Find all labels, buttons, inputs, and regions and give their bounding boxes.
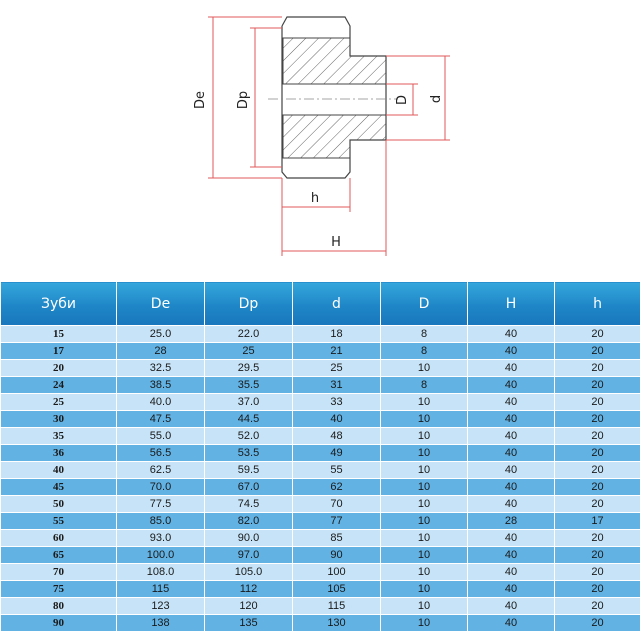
- table-cell: 49: [293, 445, 381, 462]
- table-cell: 10: [381, 462, 468, 479]
- gear-cross-section-drawing: [0, 0, 640, 280]
- table-cell: 138: [117, 615, 205, 632]
- table-cell: 10: [381, 581, 468, 598]
- table-row: [1, 598, 640, 615]
- table-row: [1, 428, 640, 445]
- table-cell: 38.5: [117, 377, 205, 394]
- table-cell: 120: [205, 598, 293, 615]
- table-cell: 36: [1, 445, 117, 462]
- table-cell: 112: [205, 581, 293, 598]
- table-row: [1, 462, 640, 479]
- table-cell: 85.0: [117, 513, 205, 530]
- label-De: De: [193, 90, 208, 110]
- table-cell: 21: [293, 343, 381, 360]
- table-cell: 20: [555, 547, 640, 564]
- table-cell: 90.0: [205, 530, 293, 547]
- table-cell: 10: [381, 496, 468, 513]
- table-cell: 45: [1, 479, 117, 496]
- label-H: H: [331, 235, 341, 250]
- table-body: [1, 326, 640, 632]
- label-h: h: [310, 191, 320, 206]
- table-cell: 22.0: [205, 326, 293, 343]
- table-cell: 20: [555, 615, 640, 632]
- table-cell: 115: [293, 598, 381, 615]
- column-header: Dp: [205, 282, 293, 326]
- table-cell: 28: [117, 343, 205, 360]
- table-cell: 40: [468, 445, 555, 462]
- column-header: D: [381, 282, 468, 326]
- table-cell: 135: [205, 615, 293, 632]
- table-cell: 30: [1, 411, 117, 428]
- table-cell: 35.5: [205, 377, 293, 394]
- table-row: [1, 394, 640, 411]
- table-cell: 115: [117, 581, 205, 598]
- table-cell: 40: [468, 343, 555, 360]
- table-cell: 53.5: [205, 445, 293, 462]
- column-header: De: [117, 282, 205, 326]
- table-cell: 40: [468, 598, 555, 615]
- table-cell: 25: [1, 394, 117, 411]
- column-header: Зуби: [1, 282, 117, 326]
- table-cell: 65: [1, 547, 117, 564]
- table-cell: 20: [555, 564, 640, 581]
- table-cell: 82.0: [205, 513, 293, 530]
- table-cell: 59.5: [205, 462, 293, 479]
- table-cell: 15: [1, 326, 117, 343]
- table-cell: 10: [381, 394, 468, 411]
- table-cell: 10: [381, 360, 468, 377]
- table-cell: 70: [293, 496, 381, 513]
- table-cell: 25: [205, 343, 293, 360]
- table-cell: 20: [1, 360, 117, 377]
- table-cell: 48: [293, 428, 381, 445]
- label-d: d: [429, 94, 444, 104]
- table-cell: 40: [468, 394, 555, 411]
- table-cell: 90: [1, 615, 117, 632]
- table-cell: 40: [468, 564, 555, 581]
- table-cell: 77: [293, 513, 381, 530]
- table-cell: 18: [293, 326, 381, 343]
- column-header: H: [468, 282, 555, 326]
- table-cell: 67.0: [205, 479, 293, 496]
- table-cell: 40: [468, 326, 555, 343]
- table-cell: 20: [555, 581, 640, 598]
- table-cell: 47.5: [117, 411, 205, 428]
- table-cell: 20: [555, 598, 640, 615]
- table-cell: 80: [1, 598, 117, 615]
- table-cell: 56.5: [117, 445, 205, 462]
- lower-hatched-section: [283, 115, 386, 158]
- table-cell: 105.0: [205, 564, 293, 581]
- table-header-row: [1, 282, 640, 326]
- table-cell: 20: [555, 445, 640, 462]
- table-cell: 10: [381, 547, 468, 564]
- table-cell: 37.0: [205, 394, 293, 411]
- table-cell: 40: [468, 615, 555, 632]
- table-cell: 8: [381, 326, 468, 343]
- table-cell: 33: [293, 394, 381, 411]
- table-cell: 40: [468, 547, 555, 564]
- table-cell: 55.0: [117, 428, 205, 445]
- table-cell: 10: [381, 513, 468, 530]
- table-cell: 62.5: [117, 462, 205, 479]
- table-cell: 10: [381, 564, 468, 581]
- label-Dp: Dp: [236, 90, 251, 110]
- column-header: d: [293, 282, 381, 326]
- table-row: [1, 377, 640, 394]
- table-cell: 17: [555, 513, 640, 530]
- table-cell: 32.5: [117, 360, 205, 377]
- table-cell: 70: [1, 564, 117, 581]
- table-cell: 24: [1, 377, 117, 394]
- table-cell: 50: [1, 496, 117, 513]
- table-cell: 40: [1, 462, 117, 479]
- table-cell: 40: [468, 530, 555, 547]
- table-row: [1, 343, 640, 360]
- table-cell: 40: [468, 479, 555, 496]
- table-cell: 10: [381, 598, 468, 615]
- table-cell: 31: [293, 377, 381, 394]
- gear-section-svg: [0, 0, 640, 280]
- table-cell: 20: [555, 428, 640, 445]
- gear-body: [268, 17, 398, 178]
- table-cell: 40: [293, 411, 381, 428]
- table-cell: 20: [555, 462, 640, 479]
- table-cell: 40: [468, 428, 555, 445]
- table-cell: 20: [555, 343, 640, 360]
- table-cell: 20: [555, 326, 640, 343]
- table-cell: 60: [1, 530, 117, 547]
- table-row: [1, 326, 640, 343]
- table-row: [1, 615, 640, 632]
- table-cell: 74.5: [205, 496, 293, 513]
- table-cell: 8: [381, 343, 468, 360]
- table-cell: 108.0: [117, 564, 205, 581]
- table-cell: 70.0: [117, 479, 205, 496]
- table-cell: 55: [1, 513, 117, 530]
- label-D: D: [395, 94, 410, 106]
- table-cell: 123: [117, 598, 205, 615]
- table-cell: 97.0: [205, 547, 293, 564]
- table-cell: 29.5: [205, 360, 293, 377]
- table-row: [1, 360, 640, 377]
- table-cell: 75: [1, 581, 117, 598]
- table-cell: 25: [293, 360, 381, 377]
- table-cell: 10: [381, 411, 468, 428]
- table-cell: 40: [468, 411, 555, 428]
- table-cell: 20: [555, 530, 640, 547]
- table-cell: 10: [381, 445, 468, 462]
- gear-spec-table: [0, 281, 640, 632]
- table-row: [1, 496, 640, 513]
- table-cell: 40: [468, 462, 555, 479]
- table-cell: 28: [468, 513, 555, 530]
- table-cell: 85: [293, 530, 381, 547]
- table-cell: 8: [381, 377, 468, 394]
- table-cell: 20: [555, 377, 640, 394]
- table-row: [1, 581, 640, 598]
- table-cell: 100: [293, 564, 381, 581]
- table-cell: 62: [293, 479, 381, 496]
- table-cell: 25.0: [117, 326, 205, 343]
- table-cell: 10: [381, 428, 468, 445]
- table-row: [1, 445, 640, 462]
- table-cell: 40: [468, 496, 555, 513]
- table-cell: 52.0: [205, 428, 293, 445]
- column-header: h: [555, 282, 640, 326]
- table-cell: 40.0: [117, 394, 205, 411]
- table-row: [1, 479, 640, 496]
- table-row: [1, 547, 640, 564]
- table-cell: 130: [293, 615, 381, 632]
- table-cell: 55: [293, 462, 381, 479]
- table-cell: 17: [1, 343, 117, 360]
- table-cell: 100.0: [117, 547, 205, 564]
- table-cell: 105: [293, 581, 381, 598]
- table-row: [1, 564, 640, 581]
- table-cell: 20: [555, 394, 640, 411]
- table-cell: 40: [468, 581, 555, 598]
- table-row: [1, 513, 640, 530]
- table-cell: 40: [468, 377, 555, 394]
- table-cell: 35: [1, 428, 117, 445]
- table-cell: 20: [555, 479, 640, 496]
- upper-hatched-section: [283, 38, 386, 84]
- table-cell: 20: [555, 411, 640, 428]
- table-cell: 77.5: [117, 496, 205, 513]
- table-row: [1, 530, 640, 547]
- table-row: [1, 411, 640, 428]
- table-cell: 10: [381, 479, 468, 496]
- table-cell: 10: [381, 615, 468, 632]
- table-cell: 10: [381, 530, 468, 547]
- table-cell: 44.5: [205, 411, 293, 428]
- table-cell: 20: [555, 360, 640, 377]
- table-cell: 90: [293, 547, 381, 564]
- table-cell: 20: [555, 496, 640, 513]
- table-cell: 93.0: [117, 530, 205, 547]
- table-cell: 40: [468, 360, 555, 377]
